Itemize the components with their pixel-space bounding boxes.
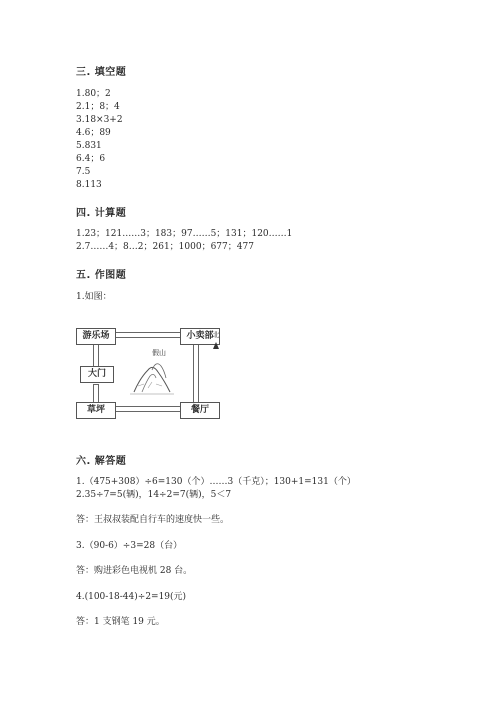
answer-line: 6.4；6 [76,154,106,164]
answer-line: 1.（475+308）÷6=130（个）……3（千克）；130+1=131（个） [76,477,356,487]
north-indicator [210,330,222,349]
answer-line: 3.18×3+2 [76,115,123,125]
north-label: 北 [212,331,220,339]
map-box-restaurant: 餐厅 [180,402,220,419]
road-right [193,342,199,404]
answer-line: 2.35÷7=5(辆)，14÷2=7(辆)，5＜7 [76,490,232,500]
map-box-playground: 游乐场 [76,328,116,345]
section-title-calculation: 四. 计算题 [76,208,127,219]
answer-line: 4.6；89 [76,128,111,138]
hill-label: 假山 [152,349,166,357]
answer-line: 8.113 [76,180,102,190]
map-box-gate: 大门 [80,366,114,383]
road-bottom [114,406,182,412]
answer-line: 2.1；8；4 [76,102,120,112]
section-title-fill-blank: 三. 填空题 [76,67,127,78]
map-box-lawn: 草坪 [76,402,116,419]
answer-line: 答：王叔叔装配自行车的速度快一些。 [76,515,230,525]
answer-line: 答：购进彩色电视机 28 台。 [76,566,193,576]
answer-line: 2.7……4；8…2；261；1000；677；477 [76,242,254,252]
north-arrow-icon [213,342,219,349]
answer-line: 1.23；121……3；183；97……5；131；120……1 [76,229,293,239]
answer-line: 4.(100-18-44)÷2=19(元) [76,592,187,602]
map-box-shop: 小卖部 [180,328,220,345]
answer-line: 5.831 [76,141,102,151]
answer-line: 7.5 [76,167,91,177]
section-title-drawing: 五. 作图题 [76,270,127,281]
answer-line: 1.如图： [76,292,112,302]
answer-line: 1.80；2 [76,89,111,99]
section-title-answers: 六. 解答题 [76,456,127,467]
answer-line: 答：1 支钢笔 19 元。 [76,617,165,627]
answer-line: 3.（90-6）÷3=28（台） [76,541,183,551]
road-top [114,332,182,338]
road-left-lower [93,384,99,404]
